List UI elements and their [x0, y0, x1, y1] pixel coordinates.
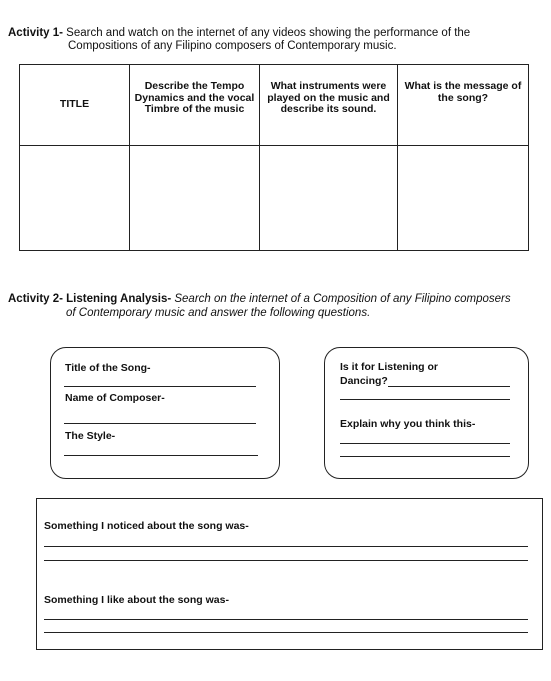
activity-1-text-line1: Search and watch on the internet of any videos showing the performance of the — [66, 27, 471, 39]
activity-2-text-line2: of Contemporary music and answer the following questions. — [66, 307, 371, 319]
listening-question-line2: Dancing? — [340, 375, 388, 387]
header-tempo-dynamics: Describe the Tempo Dynamics and the vocal Timbre of the music — [130, 65, 260, 146]
header-title: TITLE — [20, 65, 130, 146]
composer-answer-line[interactable] — [64, 423, 256, 424]
composer-label: Name of Composer- — [65, 392, 165, 404]
liked-answer-line-2[interactable] — [44, 632, 528, 633]
answer-cell-message[interactable] — [398, 146, 529, 251]
listening-purpose-box — [324, 347, 529, 479]
explain-answer-line-2[interactable] — [340, 456, 510, 457]
answer-cell-instruments[interactable] — [260, 146, 398, 251]
activity-1-label: Activity 1- — [8, 27, 63, 39]
table-header-row — [20, 65, 529, 146]
explain-label: Explain why you think this- — [340, 418, 476, 430]
style-label: The Style- — [65, 430, 116, 442]
activity-1-text-line2: Compositions of any Filipino composers of Contemporary music. — [68, 40, 397, 52]
header-message: What is the message of the song? — [398, 65, 529, 146]
song-title-answer-line[interactable] — [64, 386, 256, 387]
noticed-answer-line-2[interactable] — [44, 560, 528, 561]
activity-1-instructions — [8, 27, 544, 53]
song-title-label: Title of the Song- — [65, 362, 151, 374]
liked-label: Something I like about the song was- — [44, 594, 229, 606]
activity-2-instructions — [8, 292, 548, 320]
listening-answer-line[interactable] — [388, 386, 510, 387]
listening-question-line1: Is it for Listening or — [340, 361, 439, 373]
noticed-label: Something I noticed about the song was- — [44, 520, 249, 532]
activity-2-text-line1: Search on the internet of a Composition of any Filipino composers — [171, 293, 511, 305]
listening-answer-line-2[interactable] — [340, 399, 510, 400]
activity-1-table — [19, 64, 529, 251]
header-instruments: What instruments were played on the music and describe its sound. — [260, 65, 398, 146]
song-info-box — [50, 347, 280, 479]
activity-2-label: Activity 2- Listening Analysis- — [8, 293, 172, 305]
liked-answer-line-1[interactable] — [44, 619, 528, 620]
reflection-box — [36, 498, 543, 650]
style-answer-line[interactable] — [64, 455, 258, 456]
noticed-answer-line-1[interactable] — [44, 546, 528, 547]
explain-answer-line-1[interactable] — [340, 443, 510, 444]
answer-cell-title[interactable] — [20, 146, 130, 251]
answer-cell-tempo-dynamics[interactable] — [130, 146, 260, 251]
table-answer-row — [20, 146, 529, 251]
